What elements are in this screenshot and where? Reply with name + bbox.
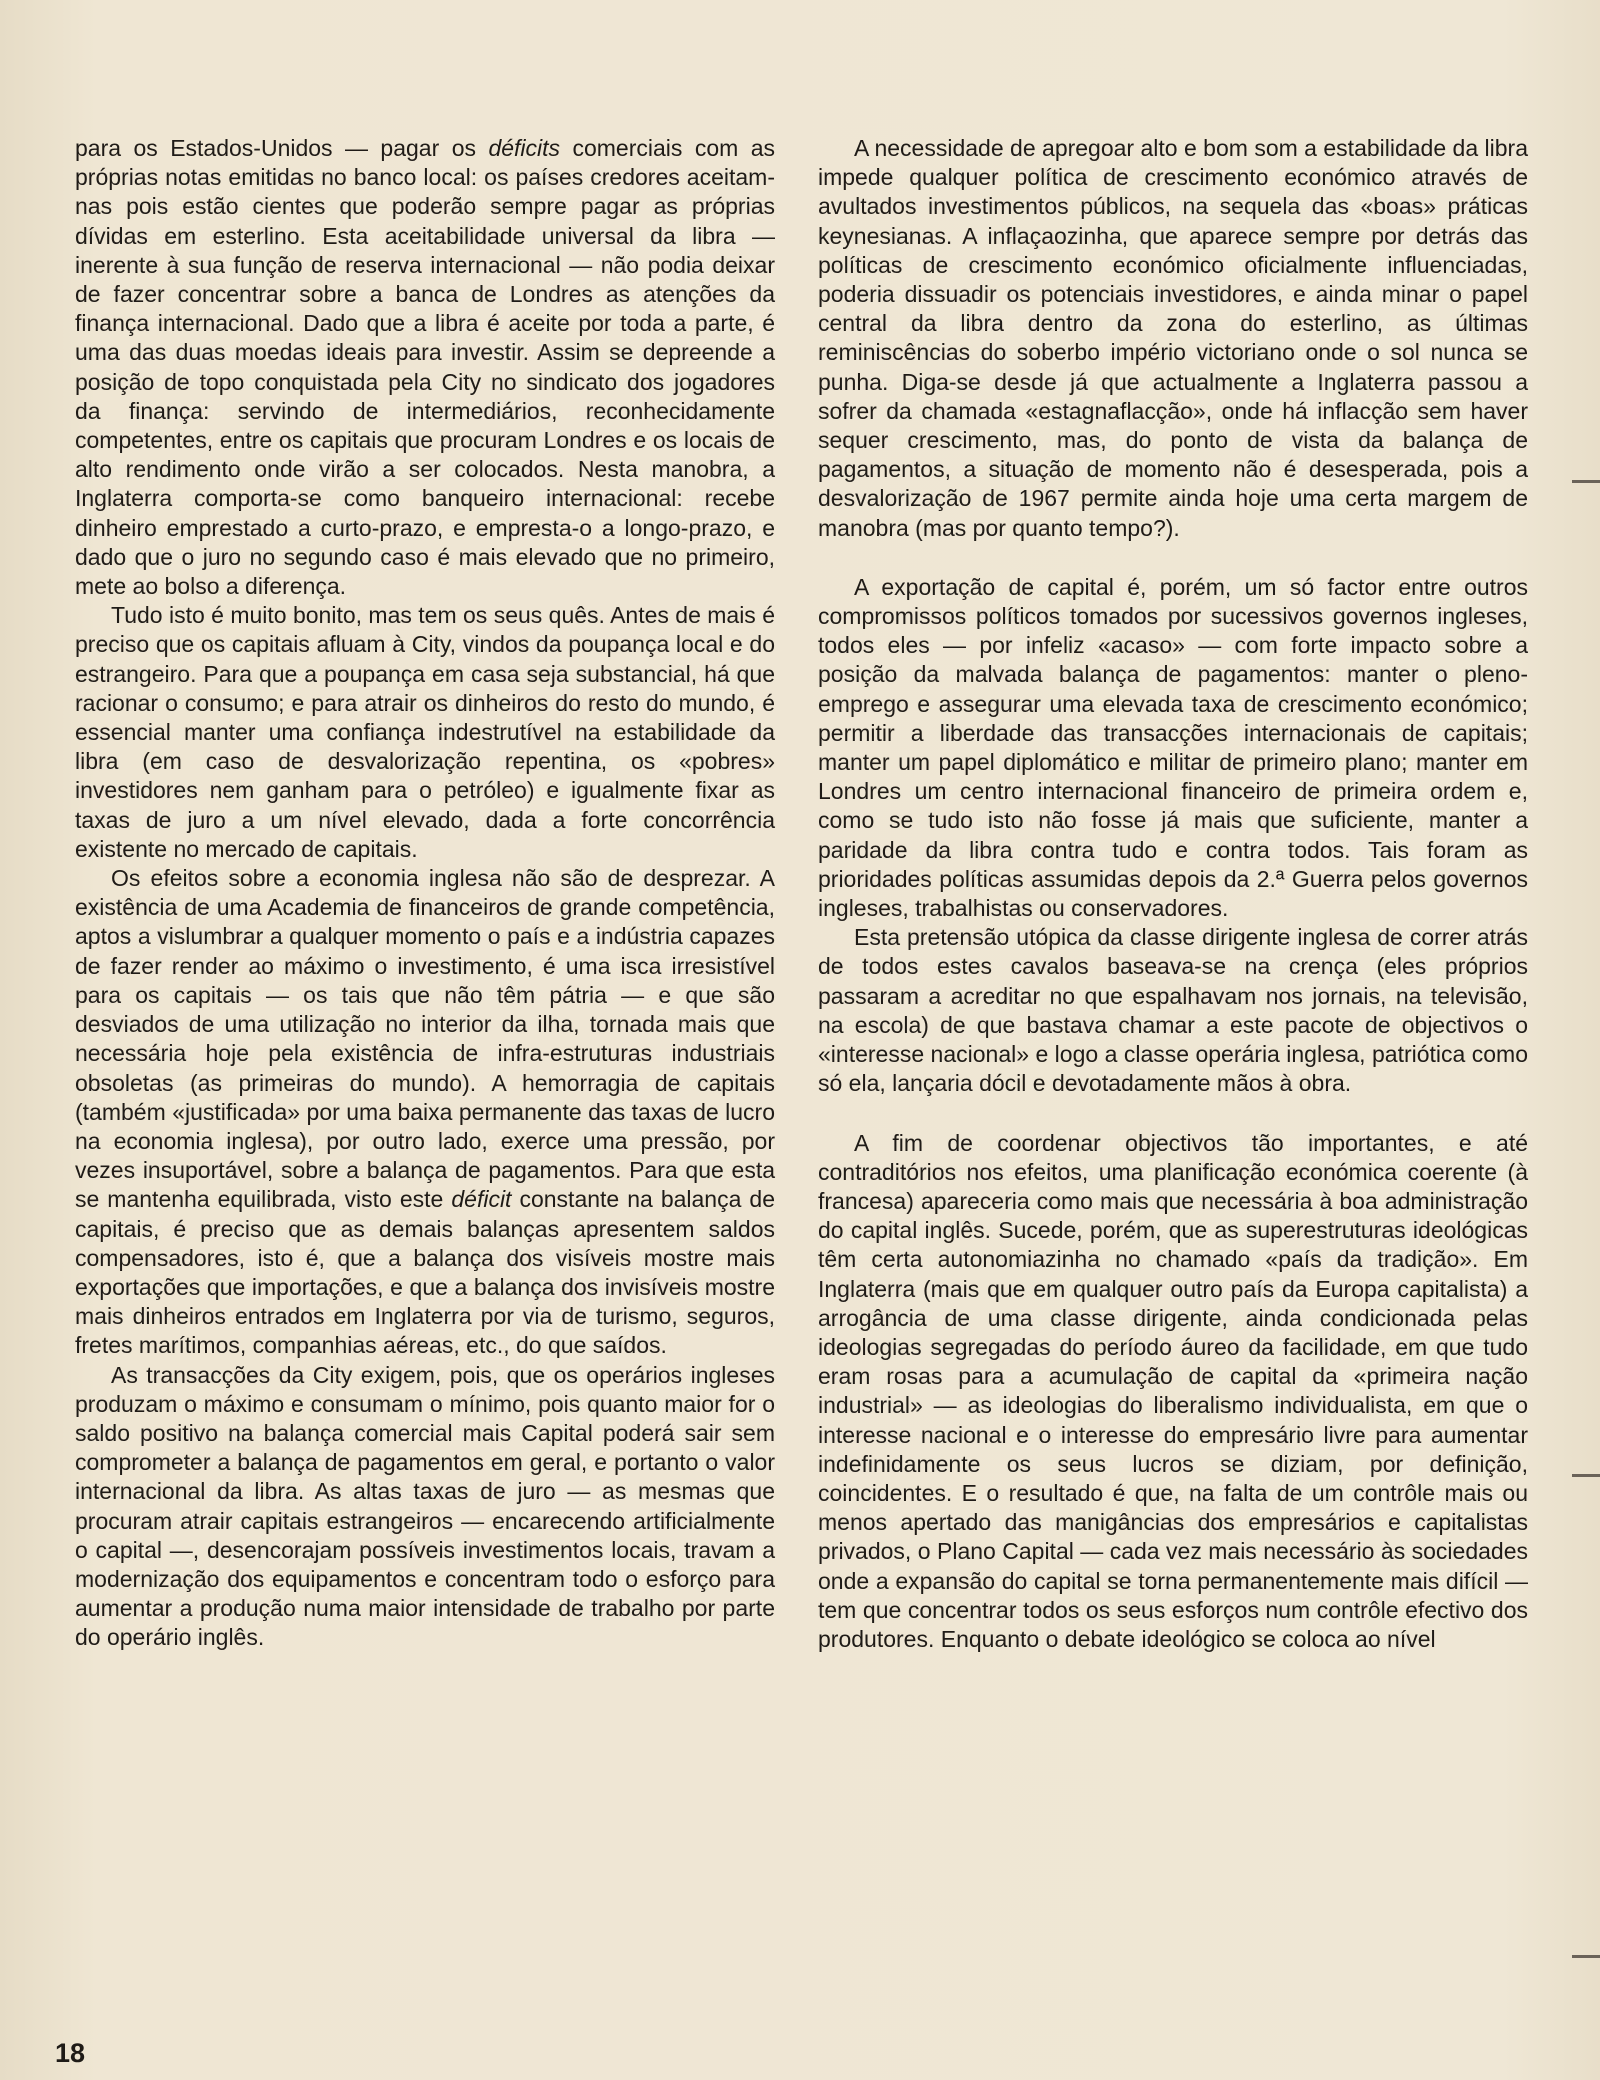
paragraph-text: Tudo isto é muito bonito, mas tem os seus quês. Antes de mais é preciso que os capitais afluam à City, vindos da poupança local e do estrangeiro. Para que a poupança em casa seja substancial, há que racionar o consumo; e para atrair os dinheiros do resto do mundo, é essencial manter uma confiança indestrutível na estabilidade da libra (em caso de desvalorização repentina, os «pobres» investidores nem ganham para o petróleo) e igualmente fixar as taxas de juro a um nível elevado, dada a forte concorrência existente no mercado de capitais. xyxy=(75,602,775,862)
paragraph xyxy=(818,1129,1528,1655)
paragraph xyxy=(818,134,1528,543)
paragraph-text: A necessidade de apregoar alto e bom som a estabilidade da libra impede qualquer política de crescimento económico através de avultados investimentos públicos, na sequela das «boas» práticas keynesianas. A inflaçaozinha, que aparece sempre por detrás das políticas de crescimento económico oficialmente influenciadas, poderia dissuadir os potenciais investidores, e ainda minar o papel central da libra dentro da zona do esterlino, as últimas reminiscências do soberbo império victoriano onde o sol nunca se punha. Diga-se desde já que actualmente a Inglaterra passou a sofrer da chamada «estagnaflacção», onde há inflacção sem haver sequer crescimento, mas, do ponto de vista da balança de pagamentos, a situação de momento não é desesperada, pois a desvalorização de 1967 permite ainda hoje uma certa margem de manobra (mas por quanto tempo?). xyxy=(818,135,1528,541)
paragraph-text: Esta pretensão utópica da classe dirigente inglesa de correr atrás de todos estes cavalos baseava-se na crença (eles próprios passaram a acreditar no que espalhavam nos jornais, na televisão, na escola) de que bastava chamar a este pacote de objectivos o «interesse nacional» e logo a classe operária inglesa, patriótica como só ela, lançaria dócil e devotadamente mãos à obra. xyxy=(818,924,1528,1097)
page-number: 18 xyxy=(55,2038,86,2068)
paragraph-text: A exportação de capital é, porém, um só factor entre outros compromissos políticos tomados por sucessivos governos ingleses, todos eles — por infeliz «acaso» — com forte impacto sobre a posição da malvada balança de pagamentos: manter o pleno-emprego e assegurar uma elevada taxa de crescimento económico; permitir a liberdade das transacções internacionais de capitais; manter um papel diplomático e militar de primeiro plano; manter em Londres um centro internacional financeiro de primeira ordem e, como se tudo isto não fosse já mais que suficiente, manter a paridade da libra contra tudo e contra todos. Tais foram as prioridades políticas assumidas depois da 2.ª Guerra pelos governos ingleses, trabalhistas ou conservadores. xyxy=(818,573,1528,922)
italic-text: déficit xyxy=(451,1186,512,1213)
paragraph xyxy=(818,923,1528,1098)
paragraph xyxy=(818,573,1528,923)
paragraph-text: As transacções da City exigem, pois, que os operários ingleses produzam o máximo e consumam o mínimo, pois quanto maior for o saldo positivo na balança comercial mais Capital poderá sair sem comprometer a balança de pagamentos em geral, e portanto o valor internacional da libra. As altas taxas de juro — as mesmas que procuram atrair capitais estrangeiros — encarecendo artificialmente o capital —, desencorajam possíveis investimentos locais, travam a modernização dos equipamentos e concentram todo o esforço para aumentar a produção numa maior intensidade de trabalho por parte do operário inglês. xyxy=(75,1361,775,1651)
paragraph xyxy=(75,1361,775,1653)
paragraph-text: comerciais com as próprias notas emitidas no banco local: os países credores aceitam-nas pois estão cientes que poderão sempre pagar as próprias dívidas em esterlino. Esta aceitabilidade universal da libra — inerente à sua função de reserva internacional — não podia deixar de fazer concentrar sobre a banca de Londres as atenções da finança internacional. Dado que a libra é aceite por toda a parte, é uma das duas moedas ideais para investir. Assim se depreende a posição de topo conquistada pela City no sindicato dos jogadores da finança: servindo de intermediários, reconhecidamente competentes, entre os capitais que procuram Londres e os locais de alto rendimento onde virão a ser colocados. Nesta manobra, a Inglaterra comporta-se como banqueiro internacional: recebe dinheiro emprestado a curto-prazo, e empresta-o a longo-prazo, e dado que o juro no segundo caso é mais elevado que no primeiro, mete ao bolso a diferença. xyxy=(75,135,775,600)
paragraph xyxy=(75,134,775,601)
italic-text: déficits xyxy=(488,135,561,161)
paragraph xyxy=(75,601,775,864)
page-edge-mark xyxy=(1572,1955,1600,1958)
left-text-column xyxy=(75,134,775,1653)
right-text-column xyxy=(818,134,1528,1654)
paragraph-text: Os efeitos sobre a economia inglesa não são de desprezar. A existência de uma Academia de financeiros de grande competência, aptos a vislumbrar a qualquer momento o país e a indústria capazes de fazer render ao máximo o investimento, é uma isca irresistível para os capitais — os tais que não têm pátria — e que são desviados de uma utilização no interior da ilha, tornada mais que necessária hoje pela existência de infra-estruturas industriais obsoletas (as primeiras do mundo). A hemorragia de capitais (também «justificada» por uma baixa permanente das taxas de lucro na economia inglesa), por outro lado, exerce uma pressão, por vezes insuportável, sobre a balança de pagamentos. Para que esta se mantenha equilibrada, visto este xyxy=(75,865,775,1213)
paragraph-text: A fim de coordenar objectivos tão importantes, e até contraditórios nos efeitos, uma planificação económica coerente (à francesa) apareceria como mais que necessária à boa administração do capital inglês. Sucede, porém, que as superestruturas ideológicas têm certa autonomiazinha no chamado «país da tradição». Em Inglaterra (mais que em qualquer outro país da Europa capitalista) a arrogância de uma classe dirigente, ainda condicionada pelas ideologias segregadas do período áureo da facilidade, em que tudo eram rosas para a acumulação de capital da «primeira nação industrial» — as ideologias do liberalismo individualista, em que o interesse nacional e o interesse do empresário livre para aumentar indefinidamente os seus lucros se diziam, por definição, coincidentes. E o resultado é que, na falta de um contrôle mais ou menos apertado das manigâncias dos empresários e capitalistas privados, o Plano Capital — cada vez mais necessário às sociedades onde a expansão do capital se torna permanentemente mais difícil — tem que concentrar todos os seus esforços num contrôle efectivo dos produtores. Enquanto o debate ideológico se coloca ao nível xyxy=(818,1129,1528,1652)
paragraph-text: para os Estados-Unidos — pagar os xyxy=(75,135,489,161)
paragraph xyxy=(75,864,775,1360)
page-edge-mark xyxy=(1572,480,1600,483)
paragraph-text: constante na balança de capitais, é preciso que as demais balanças apresentem saldos compensadores, isto é, que a balança dos visíveis mostre mais exportações que importações, e que a balança dos invisíveis mostre mais dinheiros entrados em Inglaterra por via de turismo, seguros, fretes marítimos, companhias aéreas, etc., do que saídos. xyxy=(75,1186,775,1359)
page-edge-mark xyxy=(1572,1474,1600,1477)
